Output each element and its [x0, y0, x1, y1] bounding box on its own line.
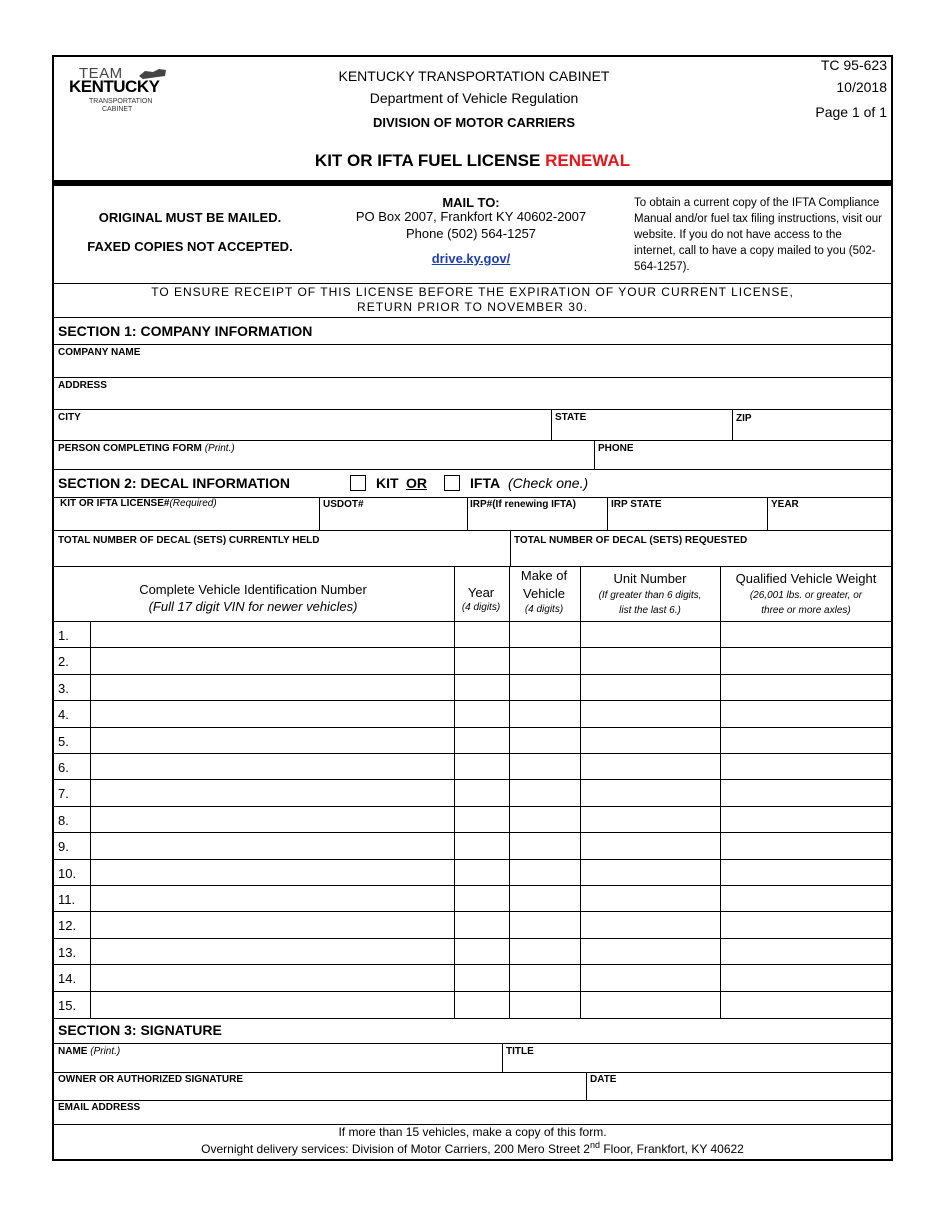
vehicle-row: [54, 780, 891, 807]
signature-name-note: (Print.): [90, 1046, 121, 1057]
unit-number-input[interactable]: [581, 808, 719, 832]
faxed-notice: FAXED COPIES NOT ACCEPTED.: [87, 239, 293, 254]
signature-date-label: DATE: [590, 1074, 617, 1085]
signature-title-input[interactable]: [503, 1057, 889, 1072]
unit-number-input[interactable]: [581, 676, 719, 700]
make-input[interactable]: [510, 887, 579, 911]
weight-input[interactable]: [721, 755, 890, 779]
make-input[interactable]: [510, 993, 579, 1017]
vehicle-row: [54, 648, 891, 675]
logo-sub-text-1: TRANSPORTATION: [89, 98, 153, 105]
signature-title-label: TITLE: [506, 1046, 534, 1057]
vin-input[interactable]: [91, 887, 453, 911]
signature-name-input[interactable]: [54, 1057, 500, 1072]
make-input[interactable]: [510, 861, 579, 885]
signature-name-text: NAME: [58, 1046, 88, 1057]
deadline-notice-line-1: TO ENSURE RECEIPT OF THIS LICENSE BEFORE THE EXPIRATION OF YOUR CURRENT LICENSE,: [151, 285, 794, 299]
weight-input[interactable]: [721, 966, 890, 991]
vin-input[interactable]: [91, 808, 453, 832]
year-input[interactable]: [455, 702, 508, 727]
vin-input[interactable]: [91, 913, 453, 938]
make-input[interactable]: [510, 649, 579, 674]
ifta-info-text: To obtain a current copy of the IFTA Compliance Manual and/or fuel tax filing instructions, visit our website. If you do not have access to the internet, call to have a copy mailed to you (502-564-1257).: [634, 197, 883, 273]
address-label: ADDRESS: [58, 380, 107, 391]
division-name: DIVISION OF MOTOR CARRIERS: [373, 115, 575, 130]
column-divider: [580, 566, 581, 622]
mail-phone: Phone (502) 564-1257: [405, 226, 537, 241]
vin-input[interactable]: [91, 993, 453, 1017]
vehicle-row-number: 13.: [58, 945, 77, 960]
email-address-label: EMAIL ADDRESS: [58, 1102, 141, 1113]
weight-input[interactable]: [721, 623, 890, 647]
vehicle-row-number: 2.: [58, 654, 69, 669]
unit-column-title: Unit Number: [613, 571, 687, 586]
mail-po-box: PO Box 2007, Frankfort KY 40602-2007: [355, 209, 587, 224]
weight-input[interactable]: [721, 861, 890, 885]
unit-number-input[interactable]: [581, 940, 719, 964]
year-input[interactable]: [455, 781, 508, 806]
usdot-input[interactable]: [320, 511, 466, 530]
vehicle-row: [54, 728, 891, 754]
state-label: STATE: [555, 412, 587, 423]
vehicle-row: [54, 965, 891, 992]
vehicle-row: [54, 939, 891, 965]
year-input[interactable]: [455, 676, 508, 700]
license-number-input[interactable]: [54, 511, 317, 530]
zip-label: ZIP: [736, 413, 752, 424]
phone-input[interactable]: [595, 454, 889, 469]
unit-number-input[interactable]: [581, 755, 719, 779]
unit-column-header: [580, 571, 720, 618]
decals-requested-label: TOTAL NUMBER OF DECAL (SETS) REQUESTED: [514, 535, 748, 546]
vehicle-row: [54, 886, 891, 912]
make-column-note: (4 digits): [524, 604, 564, 615]
year-input[interactable]: [455, 755, 508, 779]
license-number-text: KIT OR IFTA LICENSE#: [60, 498, 170, 509]
year-input[interactable]: [768, 511, 889, 530]
team-kentucky-logo: [69, 65, 179, 120]
person-completing-note: (Print.): [204, 443, 235, 454]
year-column-note: (4 digits): [461, 602, 501, 613]
overnight-delivery-note: [54, 1140, 891, 1156]
make-input[interactable]: [510, 702, 579, 727]
vehicle-row: [54, 675, 891, 701]
vin-column-header: [54, 582, 452, 614]
year-input[interactable]: [455, 729, 508, 753]
vin-input[interactable]: [91, 966, 453, 991]
vehicle-row-number: 8.: [58, 813, 69, 828]
weight-input[interactable]: [721, 834, 890, 859]
make-input[interactable]: [510, 834, 579, 859]
year-column-title: Year: [467, 585, 495, 600]
zip-input[interactable]: [733, 424, 889, 440]
mail-to-label: MAIL TO:: [442, 195, 500, 210]
vin-input[interactable]: [91, 861, 453, 885]
unit-number-input[interactable]: [581, 834, 719, 859]
vehicle-row: [54, 622, 891, 648]
irp-state-label: IRP STATE: [611, 499, 662, 510]
year-input[interactable]: [455, 623, 508, 647]
weight-input[interactable]: [721, 702, 890, 727]
make-input[interactable]: [510, 729, 579, 753]
unit-number-input[interactable]: [581, 861, 719, 885]
person-completing-text: PERSON COMPLETING FORM: [58, 443, 202, 454]
form-title-renewal: RENEWAL: [545, 151, 631, 170]
column-divider: [454, 566, 455, 622]
irp-number-label: IRP#(If renewing IFTA): [470, 499, 576, 510]
vehicle-row: [54, 860, 891, 886]
person-completing-input[interactable]: [54, 454, 592, 469]
weight-input[interactable]: [721, 940, 890, 964]
vehicle-row-number: 9.: [58, 839, 69, 854]
city-input[interactable]: [54, 423, 549, 440]
vehicle-row: [54, 992, 891, 1018]
signature-name-label: [58, 1046, 120, 1057]
section-1-title: SECTION 1: COMPANY INFORMATION: [58, 323, 313, 339]
vehicle-table-rows: [54, 622, 891, 1019]
weight-input[interactable]: [721, 781, 890, 806]
year-input[interactable]: [455, 940, 508, 964]
unit-number-input[interactable]: [581, 623, 719, 647]
or-label: OR: [406, 475, 427, 491]
make-input[interactable]: [510, 940, 579, 964]
phone-label: PHONE: [598, 443, 634, 454]
vehicle-row-number: 11.: [58, 892, 76, 907]
year-input[interactable]: [455, 861, 508, 885]
vehicle-row-number: 6.: [58, 760, 69, 775]
make-input[interactable]: [510, 676, 579, 700]
license-number-label: [60, 498, 217, 509]
make-input[interactable]: [510, 913, 579, 938]
page-number: Page 1 of 1: [815, 104, 887, 120]
form-date: 10/2018: [836, 79, 887, 95]
vehicle-row-number: 15.: [58, 998, 77, 1013]
email-address-input[interactable]: [54, 1112, 889, 1124]
vehicle-row: [54, 754, 891, 780]
vin-input[interactable]: [91, 755, 453, 779]
company-name-input[interactable]: [54, 358, 889, 376]
vehicle-row: [54, 833, 891, 860]
weight-column-note: (26,001 lbs. or greater, or three or more axles): [749, 590, 863, 616]
weight-column-header: [721, 571, 891, 618]
vin-input[interactable]: [91, 623, 453, 647]
vin-input[interactable]: [91, 649, 453, 674]
vehicle-row-number: 7.: [58, 786, 69, 801]
vehicle-row-number: 14.: [58, 971, 77, 986]
make-column-title: Make of Vehicle: [520, 568, 568, 601]
vehicle-row-number: 3.: [58, 681, 69, 696]
vin-input[interactable]: [91, 781, 453, 806]
decals-requested-input[interactable]: [511, 547, 889, 566]
weight-input[interactable]: [721, 729, 890, 753]
license-form: [52, 55, 893, 1161]
year-input[interactable]: [455, 966, 508, 991]
year-input[interactable]: [455, 649, 508, 674]
irp-number-input[interactable]: [468, 511, 606, 530]
year-input[interactable]: [455, 993, 508, 1017]
weight-column-title: Qualified Vehicle Weight: [735, 571, 877, 586]
unit-number-input[interactable]: [581, 702, 719, 727]
overnight-delivery-text: Overnight delivery services: Division of Motor Carriers, 200 Mero Street 2: [201, 1142, 590, 1156]
year-input[interactable]: [455, 887, 508, 911]
unit-number-input[interactable]: [581, 781, 719, 806]
agency-name: KENTUCKY TRANSPORTATION CABINET: [338, 68, 610, 84]
form-title: [54, 151, 891, 171]
unit-column-note: (If greater than 6 digits, list the last 6.): [598, 590, 702, 616]
column-divider: [720, 566, 721, 622]
make-input[interactable]: [510, 781, 579, 806]
check-one-note: (Check one.): [508, 475, 589, 491]
ifta-checkbox[interactable]: [444, 475, 460, 491]
vin-input[interactable]: [91, 676, 453, 700]
form-title-main: KIT OR IFTA FUEL LICENSE: [314, 151, 541, 170]
kit-checkbox[interactable]: [350, 475, 366, 491]
weight-input[interactable]: [721, 808, 890, 832]
vehicle-row-number: 12.: [58, 918, 77, 933]
weight-input[interactable]: [721, 649, 890, 674]
vehicle-row-number: 5.: [58, 734, 69, 749]
copy-form-note: If more than 15 vehicles, make a copy of this form.: [338, 1125, 607, 1139]
unit-number-input[interactable]: [581, 993, 719, 1017]
year-input[interactable]: [455, 808, 508, 832]
make-input[interactable]: [510, 755, 579, 779]
overnight-delivery-sup: nd: [589, 1140, 600, 1150]
vehicle-row-number: 4.: [58, 707, 69, 722]
weight-input[interactable]: [721, 913, 890, 938]
vin-column-note: (Full 17 digit VIN for newer vehicles): [148, 599, 358, 614]
kit-label: KIT: [376, 475, 399, 491]
owner-signature-label: OWNER OR AUTHORIZED SIGNATURE: [58, 1074, 243, 1085]
column-divider: [509, 566, 510, 622]
unit-number-input[interactable]: [581, 729, 719, 753]
decals-held-label: TOTAL NUMBER OF DECAL (SETS) CURRENTLY HELD: [58, 535, 320, 546]
address-input[interactable]: [54, 391, 889, 409]
ifta-label: IFTA: [470, 475, 501, 491]
year-column-header: [454, 585, 508, 613]
unit-number-input[interactable]: [581, 913, 719, 938]
unit-number-input[interactable]: [581, 887, 719, 911]
vehicle-row: [54, 807, 891, 833]
make-input[interactable]: [510, 623, 579, 647]
overnight-delivery-suffix: Floor, Frankfort, KY 40622: [599, 1142, 744, 1156]
state-input[interactable]: [552, 423, 730, 440]
year-label: YEAR: [771, 499, 799, 510]
make-input[interactable]: [510, 966, 579, 991]
vin-column-title: Complete Vehicle Identification Number: [139, 582, 367, 597]
vehicle-row-number: 1.: [58, 628, 69, 643]
unit-number-input[interactable]: [581, 649, 719, 674]
form-number: TC 95-623: [820, 57, 887, 73]
unit-number-input[interactable]: [581, 966, 719, 991]
logo-team-text: TEAM: [79, 65, 123, 82]
header-thick-divider: [54, 180, 891, 186]
usdot-label: USDOT#: [323, 499, 364, 510]
irp-state-input[interactable]: [608, 511, 766, 530]
section-3-title: SECTION 3: SIGNATURE: [58, 1022, 222, 1038]
logo-state-text: KENTUCKY: [69, 77, 160, 96]
vin-input[interactable]: [91, 702, 453, 727]
logo-sub-text-2: CABINET: [102, 106, 133, 113]
section-2-title: SECTION 2: DECAL INFORMATION: [58, 475, 291, 491]
owner-signature-input[interactable]: [54, 1086, 584, 1099]
website-link[interactable]: drive.ky.gov/: [431, 251, 511, 266]
year-input[interactable]: [455, 913, 508, 938]
weight-input[interactable]: [721, 676, 890, 700]
company-name-label: COMPANY NAME: [58, 347, 141, 358]
weight-input[interactable]: [721, 887, 890, 911]
vehicle-row: [54, 701, 891, 728]
original-notice: ORIGINAL MUST BE MAILED.: [98, 210, 282, 225]
vin-input[interactable]: [91, 729, 453, 753]
make-input[interactable]: [510, 808, 579, 832]
vehicle-table-header: [54, 566, 891, 622]
make-column-header: [509, 567, 579, 615]
deadline-notice-line-2: RETURN PRIOR TO NOVEMBER 30.: [357, 300, 588, 314]
city-label: CITY: [58, 412, 81, 423]
vehicle-row: [54, 912, 891, 939]
license-number-note: (Required): [169, 498, 217, 509]
signature-date-input[interactable]: [587, 1086, 889, 1099]
decals-held-input[interactable]: [54, 547, 508, 566]
vehicle-row-number: 10.: [58, 866, 77, 881]
weight-input[interactable]: [721, 993, 890, 1017]
person-completing-label: [58, 443, 235, 454]
year-input[interactable]: [455, 834, 508, 859]
department-name: Department of Vehicle Regulation: [369, 90, 579, 106]
vin-input[interactable]: [91, 834, 453, 859]
vin-input[interactable]: [91, 940, 453, 964]
